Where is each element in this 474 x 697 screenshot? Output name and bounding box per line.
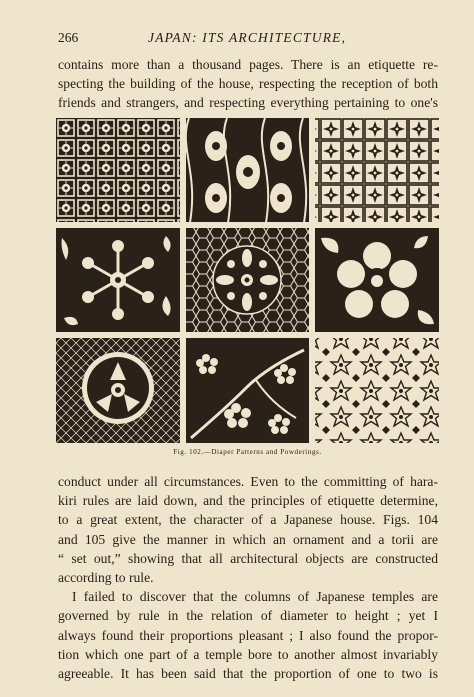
text-line: kiri rules are laid down, and the principles of etiquette determine,	[58, 493, 438, 509]
figure-caption: Fig. 102.—Diaper Patterns and Powderings.	[173, 448, 322, 456]
text-line: I failed to discover that the columns of Japanese temples are	[72, 589, 438, 605]
text-line: specting the building of the house, respecting the reception of both	[58, 76, 438, 92]
tile-floral-medallion-stripes	[186, 118, 309, 222]
text-line: and 105 give the manner in which an ornament and a torii are	[58, 531, 438, 547]
tile-lattice-flower-diaper	[56, 118, 180, 222]
page-header	[58, 30, 434, 48]
tile-plum-blossom-branch	[186, 338, 309, 443]
tile-crest-on-diamond-ground	[56, 338, 180, 443]
text-line: always found their proportions pleasant ; I also found the propor-	[58, 627, 438, 643]
text-line: contains more than a thousand pages. There is an etiquette re-	[58, 57, 438, 72]
tile-spoked-wheel-floral	[56, 228, 180, 332]
text-line: friends and strangers, and respecting everything pertaining to one's	[58, 95, 438, 111]
tile-large-peony-flower	[315, 228, 439, 332]
running-title: JAPAN: ITS ARCHITECTURE,	[148, 30, 347, 45]
bottom-paragraphs	[58, 472, 438, 683]
pattern-plate-svg	[56, 118, 439, 443]
text-line: agreeable. It has been said that the proportion of one to two is	[58, 665, 438, 681]
text-line: governed by rule in the relation of diameter to height ; yet I	[58, 608, 438, 624]
text-line: “ set out,” showing that all architectural objects are constructed	[58, 550, 438, 566]
tile-hexagon-medallion	[186, 228, 309, 332]
tile-geometric-cross-diaper	[315, 118, 439, 222]
text-line: tion which one part of a temple bore to another almost invariably	[58, 646, 438, 662]
text-line: according to rule.	[58, 569, 154, 585]
diaper-patterns-figure	[56, 118, 439, 443]
text-line: to a great extent, the character of a Japanese house. Figs. 104	[58, 512, 438, 528]
text-line: conduct under all circumstances. Even to the committing of hara-	[58, 474, 438, 489]
page-number: 266	[58, 30, 79, 45]
tile-star-hexagon-diaper	[315, 338, 439, 443]
top-paragraph	[58, 55, 438, 113]
